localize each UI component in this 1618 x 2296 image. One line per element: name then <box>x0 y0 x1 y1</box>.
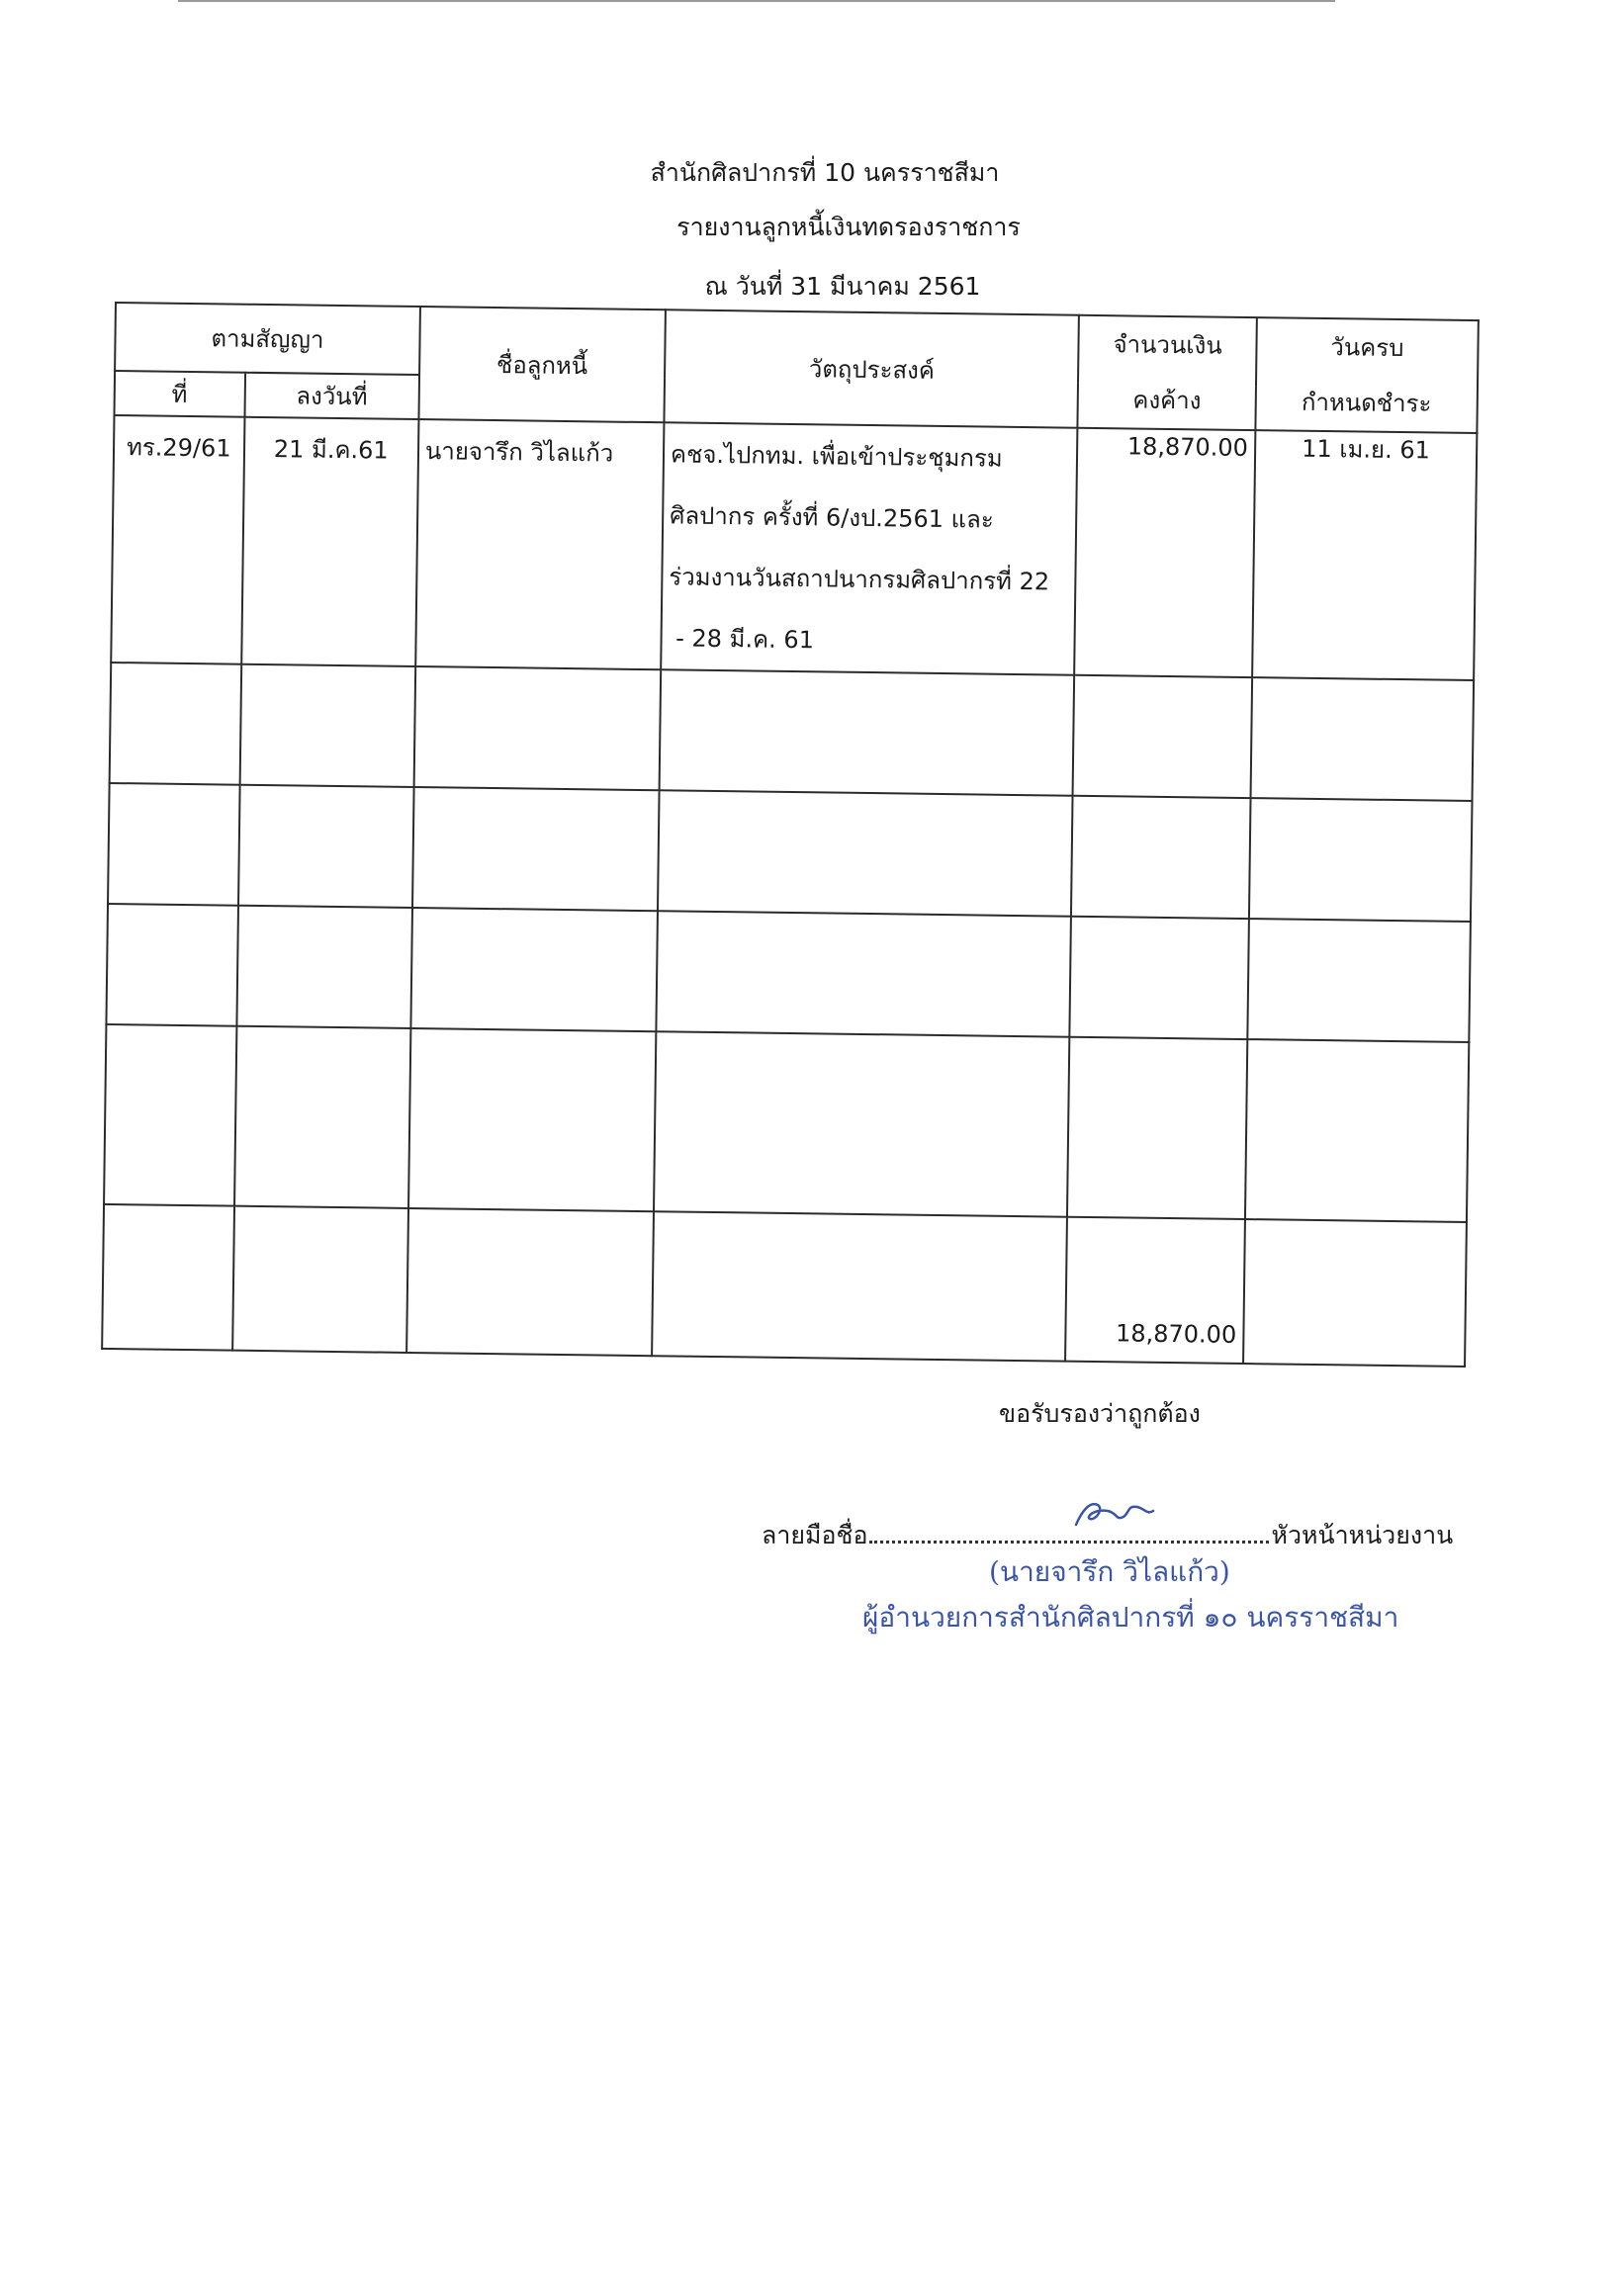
cell-debtor: นายจารึก วิไลแก้ว <box>415 419 664 669</box>
cell-amount: 18,870.00 <box>1075 428 1256 677</box>
debtor-table <box>101 302 1480 1368</box>
header-due-line1: วันครบ <box>1330 333 1404 363</box>
total-amount: 18,870.00 <box>1065 1217 1244 1364</box>
purpose-line: ศิลปากร ครั้งที่ 6/งป.2561 และ <box>670 501 994 534</box>
stamp-name: (นายจารึก วิไลแก้ว) <box>989 1555 1230 1588</box>
header-due-line2: กำหนดชำระ <box>1301 388 1432 418</box>
signature-label: ลายมือชื่อ <box>762 1521 868 1549</box>
header-contract-no: ที่ <box>114 371 244 416</box>
purpose-line: - 28 มี.ค. 61 <box>668 624 815 655</box>
certification-text: ขอรับรองว่าถูกต้อง <box>999 1399 1201 1428</box>
table-total-row <box>102 1204 1467 1367</box>
table-row-empty <box>104 1024 1469 1222</box>
header-amount <box>1078 315 1257 430</box>
cell-contract-date: 21 มี.ค.61 <box>241 417 419 666</box>
office-name: สำนักศิลปากรที่ 10 นครราชสีมา <box>650 158 1000 187</box>
table-row-empty <box>108 783 1472 922</box>
header-contract-date: ลงวันที่ <box>244 373 419 419</box>
table-row-empty <box>106 904 1470 1042</box>
handwritten-signature <box>1068 1491 1157 1531</box>
report-date: ณ วันที่ 31 มีนาคม 2561 <box>704 272 981 301</box>
debtor-table-container <box>101 302 1480 1363</box>
cell-purpose <box>661 422 1078 674</box>
header-amount-line1: จำนวนเงิน <box>1113 330 1222 360</box>
header-debtor: ชื่อลูกหนี้ <box>418 307 666 422</box>
table-row-empty <box>110 662 1474 801</box>
cell-contract-no: ทร.29/61 <box>111 415 244 664</box>
purpose-line: ร่วมงานวันสถาปนากรมศิลปากรที่ 22 <box>669 563 1050 596</box>
cell-due-date: 11 เม.ย. 61 <box>1252 430 1477 680</box>
table-row <box>111 415 1477 680</box>
signature-role: หัวหน้าหน่วยงาน <box>1271 1521 1454 1549</box>
header-due <box>1255 317 1479 433</box>
header-contract: ตามสัญญา <box>115 303 420 376</box>
header-purpose: วัตถุประสงค์ <box>664 309 1079 427</box>
page-edge-line <box>178 0 1335 2</box>
header-amount-line2: คงค้าง <box>1132 386 1202 415</box>
report-title: รายงานลูกหนี้เงินทดรองราชการ <box>676 213 1021 241</box>
stamp-title: ผู้อำนวยการสำนักศิลปากรที่ ๑๐ นครราชสีมา <box>862 1601 1399 1634</box>
purpose-line: คชจ.ไปกทม. เพื่อเข้าประชุมกรม <box>670 440 1003 473</box>
